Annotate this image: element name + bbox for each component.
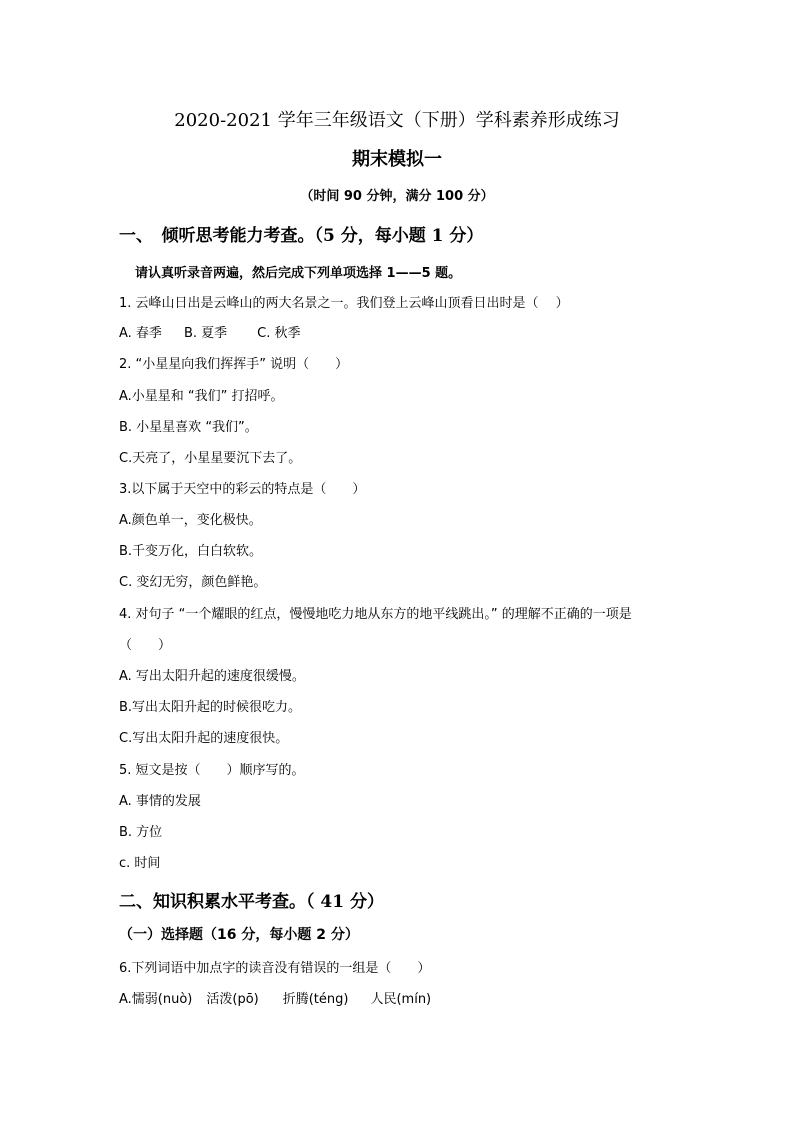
- q2-option-c: C.天亮了，小星星要沉下去了。: [119, 451, 302, 466]
- q1-options: [119, 322, 300, 341]
- q5-option-a: A. 事情的发展: [119, 794, 201, 809]
- section1-instruction: 请认真听录音两遍，然后完成下列单项选择 1——5 题。: [135, 266, 462, 281]
- q4-option-a: A. 写出太阳升起的速度很缓慢。: [119, 669, 305, 684]
- q3-option-a: A.颜色单一，变化极快。: [119, 513, 262, 528]
- q4-option-b: B.写出太阳升起的时候很吃力。: [119, 700, 302, 715]
- q3-option-c: C. 变幻无穷，颜色鲜艳。: [119, 575, 267, 590]
- q2-option-a: A.小星星和 “我们” 打招呼。: [119, 389, 284, 404]
- q5-option-c: c. 时间: [119, 856, 161, 871]
- q1-option-a: A. 春季: [119, 326, 162, 341]
- q4-paren: （ ）: [119, 638, 172, 653]
- q6-word-3: 折腾(téng): [282, 992, 349, 1007]
- q5-option-b: B. 方位: [119, 825, 163, 840]
- exam-title: 2020-2021 学年三年级语文（下册）学科素养形成练习: [174, 110, 620, 131]
- q6-option-a: [119, 988, 431, 1007]
- q4-option-c: C.写出太阳升起的速度很快。: [119, 731, 289, 746]
- section2-sub1: （一）选择题（16 分，每小题 2 分）: [119, 927, 359, 943]
- q1-stem: 1. 云峰山日出是云峰山的两大名景之一。我们登上云峰山顶看日出时是（ ）: [119, 296, 569, 311]
- q1-option-b: B. 夏季: [183, 326, 228, 341]
- time-note: （时间 90 分钟，满分 100 分）: [300, 189, 494, 204]
- q2-option-b: B. 小星星喜欢 “我们”。: [119, 420, 258, 435]
- q6-word-4: 人民(mín): [370, 992, 432, 1007]
- q6-stem: 6.下列词语中加点字的读音没有错误的一组是（ ）: [119, 961, 431, 976]
- q3-option-b: B.千变万化，白白软软。: [119, 544, 263, 559]
- section1-heading: 一、 倾听思考能力考查。（5 分，每小题 1 分）: [119, 226, 484, 246]
- exam-subtitle: 期末模拟一: [352, 149, 442, 170]
- q3-stem: 3.以下属于天空中的彩云的特点是（ ）: [119, 482, 366, 497]
- q1-option-c: C. 秋季: [257, 326, 301, 341]
- q2-stem: 2. “小星星向我们挥挥手” 说明（ ）: [119, 357, 349, 372]
- section2-heading: 二、知识积累水平考查。（ 41 分）: [119, 892, 384, 912]
- q5-stem: 5. 短文是按（ ）顺序写的。: [119, 763, 305, 778]
- q4-stem: 4. 对句子 “一个耀眼的红点，慢慢地吃力地从东方的地平线跳出。” 的理解不正确的一项是: [119, 607, 632, 622]
- q6-word-2: 活泼(pō): [206, 992, 259, 1007]
- q6-word-1: A.懦弱(nuò): [119, 992, 193, 1007]
